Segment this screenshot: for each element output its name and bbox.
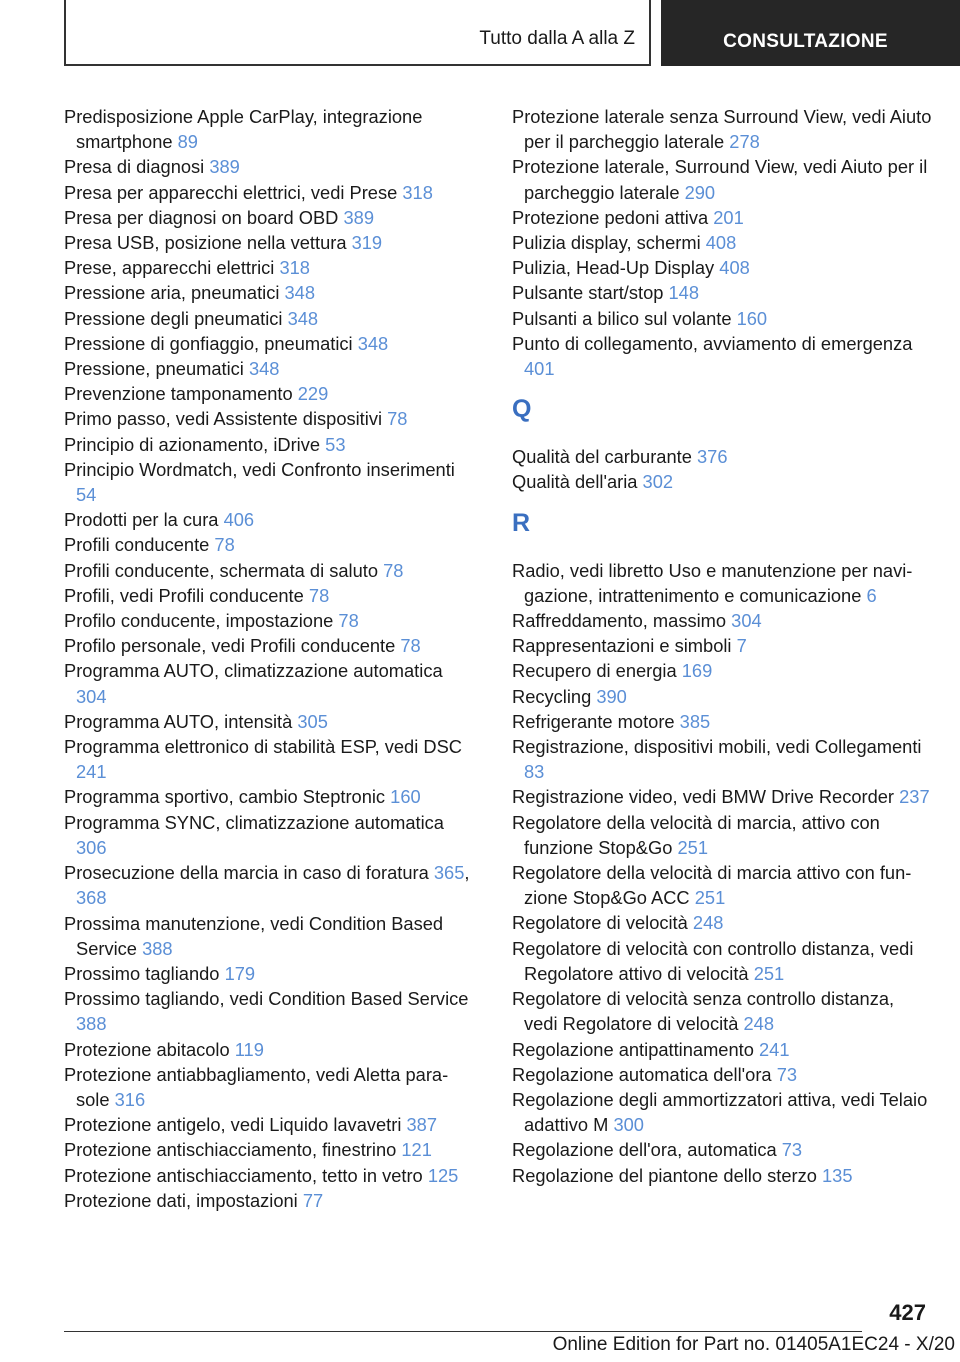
page-reference-link[interactable]: 148	[668, 282, 700, 304]
index-entry-term: Refrigerante motore	[512, 710, 675, 732]
section-title: Tutto dalla A alla Z	[479, 28, 635, 49]
index-entry-term: Regolazione del piantone dello sterzo	[512, 1164, 817, 1186]
index-entry	[64, 658, 474, 708]
index-entry	[512, 784, 932, 809]
index-entry-term: Recycling	[512, 685, 592, 707]
page-reference-link[interactable]: 89	[177, 131, 198, 153]
index-entry-term: Profilo conducente, impostazione	[64, 610, 334, 632]
index-entry	[512, 1137, 932, 1162]
index-entry	[64, 306, 474, 331]
page-reference-link[interactable]: 306	[76, 836, 107, 858]
index-entry-term: Profili, vedi Profili conducente	[64, 584, 304, 606]
page-reference-link[interactable]: 376	[696, 446, 728, 468]
index-entry	[64, 205, 474, 230]
index-entry	[512, 280, 932, 305]
index-entry	[512, 154, 932, 204]
letter-heading-r: R	[512, 508, 531, 537]
index-entry-term: Protezione antiabbagliamento, vedi Aletta parasole	[64, 1063, 449, 1110]
index-entry	[512, 633, 932, 658]
page-reference-link[interactable]: 83	[524, 761, 545, 783]
index-entry-term: Prosecuzione della marcia in caso di foratura	[64, 862, 429, 884]
page-number: 427	[889, 1300, 926, 1325]
page-reference-link[interactable]: 6	[866, 584, 877, 606]
index-entry	[64, 1163, 474, 1188]
index-entry	[512, 255, 932, 280]
index-entry	[64, 356, 474, 381]
index-entry	[512, 658, 932, 683]
index-entry	[512, 1087, 932, 1137]
index-group-p	[512, 104, 932, 381]
index-entry-term: Pulizia display, schermi	[512, 232, 701, 254]
index-entry-term: Programma AUTO, intensità	[64, 710, 293, 732]
index-entry	[512, 205, 932, 230]
index-entry-term: Pulsanti a bilico sul volante	[512, 307, 732, 329]
index-column-right	[512, 104, 932, 1188]
page-reference-link[interactable]: 179	[224, 962, 256, 984]
index-entry-term: Protezione pedoni attiva	[512, 206, 709, 228]
page-reference-link[interactable]: 368	[76, 887, 107, 909]
index-entry	[64, 734, 474, 784]
index-entry-term: Protezione antischiacciamento, finestrino	[64, 1139, 397, 1161]
page-reference-link[interactable]: 248	[743, 1013, 775, 1035]
index-entry-term: Regolatore di velocità con controllo distanza, vedi Regolatore attivo di velocità	[512, 937, 914, 984]
index-entry-term: Qualità dell'aria	[512, 471, 638, 493]
index-entry-term: Punto di collegamento, avviamento di emergenza	[512, 332, 913, 354]
index-entry-term: Qualità del carburante	[512, 446, 692, 468]
page-reference-link[interactable]: 78	[383, 559, 404, 581]
index-entry-term: Prevenzione tamponamento	[64, 383, 293, 405]
footer-edition: Online Edition for Part no. 01405A1EC24 - X/20	[552, 1334, 955, 1355]
index-entry	[512, 734, 932, 784]
index-entry-term: Prossima manutenzione, vedi Condition Based Service	[64, 912, 444, 959]
index-entry-term: Regolatore della velocità di marcia attivo con funzione Stop&Go ACC	[512, 862, 912, 909]
index-entry	[512, 469, 932, 494]
page-reference-link[interactable]: 304	[731, 610, 762, 632]
index-entry	[64, 1188, 474, 1213]
index-entry-term: Prese, apparecchi elettrici	[64, 257, 275, 279]
index-column-left	[64, 104, 474, 1213]
index-entry	[64, 432, 474, 457]
footer-divider	[64, 1331, 862, 1332]
page-reference-link[interactable]: 251	[694, 887, 726, 909]
page-reference-link[interactable]: 201	[713, 206, 744, 228]
page-reference-link[interactable]: 387	[406, 1114, 438, 1136]
index-entry-term: Regolazione automatica dell'ora	[512, 1063, 772, 1085]
index-entry	[64, 381, 474, 406]
page-reference-link[interactable]: 248	[692, 912, 724, 934]
page-reference-link[interactable]: 348	[287, 307, 319, 329]
index-entry-term: Predisposizione Apple CarPlay, integrazione smartphone	[64, 106, 423, 153]
index-entry	[512, 1062, 932, 1087]
index-entry-term: Protezione antigelo, vedi Liquido lavavetri	[64, 1114, 402, 1136]
index-entry	[512, 709, 932, 734]
page-reference-link[interactable]: 319	[351, 232, 383, 254]
page-reference-link[interactable]: 385	[679, 710, 711, 732]
index-entry	[512, 104, 932, 154]
page-reference-link[interactable]: 54	[76, 484, 97, 506]
page-reference-link[interactable]: 119	[234, 1038, 264, 1060]
page-reference-link[interactable]: 278	[729, 131, 760, 153]
index-entry	[64, 1137, 474, 1162]
page-reference-link[interactable]: 302	[642, 471, 674, 493]
index-entry	[64, 558, 474, 583]
page-reference-link[interactable]: 304	[76, 685, 107, 707]
index-group-q	[512, 444, 932, 494]
page-reference-link[interactable]: 388	[142, 937, 173, 959]
index-entry-term: Pulizia, Head-Up Display	[512, 257, 715, 279]
page-reference-link[interactable]: 305	[297, 710, 328, 732]
index-entry-term: Protezione abitacolo	[64, 1038, 230, 1060]
page-reference-link[interactable]: 73	[776, 1063, 798, 1085]
index-entry	[512, 230, 932, 255]
page-reference-link[interactable]: 135	[822, 1164, 853, 1186]
index-entry	[64, 608, 474, 633]
index-entry-term: Programma AUTO, climatizzazione automatica	[64, 660, 443, 682]
index-entry-term: Registrazione, dispositivi mobili, vedi Collegamenti	[512, 736, 922, 758]
page-reference-link[interactable]: 318	[279, 257, 310, 279]
index-entry-term: Profili conducente, schermata di saluto	[64, 559, 378, 581]
index-entry-term: Protezione laterale senza Surround View, vedi Aiuto per il parcheggio laterale	[512, 106, 932, 153]
page-reference-link[interactable]: 169	[681, 660, 713, 682]
page-reference-link[interactable]: 73	[781, 1139, 803, 1161]
index-entry	[64, 255, 474, 280]
chapter-tab[interactable]	[661, 0, 960, 66]
page-reference-link[interactable]: 389	[209, 156, 240, 178]
page-reference-link[interactable]: 160	[390, 786, 421, 808]
index-entry-term: Recupero di energia	[512, 660, 677, 682]
index-entry	[64, 1112, 474, 1137]
page-reference-link[interactable]: 237	[899, 786, 930, 808]
page-reference-link[interactable]: 125	[427, 1164, 459, 1186]
index-entry-term: Pressione aria, pneumatici	[64, 282, 280, 304]
index-entry-term: Rappresentazioni e simboli	[512, 635, 732, 657]
index-entry-term: Protezione dati, impostazioni	[64, 1189, 298, 1211]
index-entry	[512, 306, 932, 331]
index-entry-term: Principio di azionamento, iDrive	[64, 433, 321, 455]
index-entry	[64, 280, 474, 305]
page-reference-link[interactable]: 251	[753, 962, 785, 984]
index-entry	[64, 911, 474, 961]
page-reference-link[interactable]: 53	[325, 433, 346, 455]
index-entry-term: Presa USB, posizione nella vettura	[64, 232, 347, 254]
page-reference-link[interactable]: 241	[758, 1038, 790, 1060]
index-entry-term: Programma SYNC, climatizzazione automatica	[64, 811, 444, 833]
index-entry	[64, 1037, 474, 1062]
letter-heading-q: Q	[512, 395, 532, 424]
page-reference-link[interactable]: 251	[677, 836, 708, 858]
page-reference-link[interactable]: 388	[76, 1013, 107, 1035]
index-entry	[64, 180, 474, 205]
index-entry	[512, 860, 932, 910]
index-entry-term: Programma sportivo, cambio Steptronic	[64, 786, 386, 808]
index-entry	[64, 709, 474, 734]
page-reference-link[interactable]: 401	[524, 358, 555, 380]
index-entry-term: Raffreddamento, massimo	[512, 610, 727, 632]
page-reference-link[interactable]: 7	[736, 635, 747, 657]
index-entry	[512, 810, 932, 860]
index-entry-term: Regolazione degli ammortizzatori attiva, vedi Telaio adattivo M	[512, 1088, 928, 1136]
index-entry-term: Registrazione video, vedi BMW Drive Recorder	[512, 786, 895, 808]
index-entry	[512, 608, 932, 633]
page-reference-link[interactable]: 78	[400, 635, 421, 657]
index-entry-term: Pressione degli pneumatici	[64, 307, 283, 329]
index-entry-term: Regolazione dell'ora, automatica	[512, 1139, 777, 1161]
page-reference-link[interactable]: 78	[214, 534, 235, 556]
index-entry-term: Protezione antischiacciamento, tetto in vetro	[64, 1164, 423, 1186]
index-entry	[64, 633, 474, 658]
index-entry	[512, 558, 932, 608]
page-reference-link[interactable]: 78	[387, 408, 408, 430]
index-entry	[64, 532, 474, 557]
page-reference-link[interactable]: 78	[308, 584, 330, 606]
page-reference-link[interactable]: 390	[596, 685, 627, 707]
page-reference-link[interactable]: 77	[302, 1189, 324, 1211]
index-entry-term: Presa per apparecchi elettrici, vedi Prese	[64, 181, 398, 203]
index-entry	[512, 1163, 932, 1188]
index-entry	[64, 331, 474, 356]
index-entry-term: Radio, vedi libretto Uso e manutenzione per navigazione, intrattenimento e comunicazione	[512, 559, 913, 606]
page-reference-link[interactable]: 78	[338, 610, 359, 632]
page-reference-link[interactable]: 408	[705, 232, 737, 254]
index-entry	[512, 444, 932, 469]
index-entry	[64, 810, 474, 860]
page-reference-link[interactable]: 318	[402, 181, 433, 203]
chapter-tab-label: CONSULTAZIONE	[723, 31, 888, 52]
page-reference-link[interactable]: 300	[613, 1114, 644, 1136]
index-entry-term: Regolatore di velocità	[512, 912, 688, 934]
page-reference-link[interactable]: 316	[114, 1088, 146, 1110]
index-entry	[64, 230, 474, 255]
index-entry-term: Presa per diagnosi on board OBD	[64, 206, 339, 228]
page-reference-link[interactable]: 241	[76, 761, 107, 783]
header-frame	[64, 0, 651, 66]
index-entry: Prosecuzione della marcia in caso di foratura 365, 368	[64, 862, 470, 909]
index-entry-term: Profili conducente	[64, 534, 210, 556]
index-entry-term: Presa di diagnosi	[64, 156, 205, 178]
index-entry-term: Primo passo, vedi Assistente dispositivi	[64, 408, 383, 430]
index-entry	[64, 784, 474, 809]
index-entry	[64, 457, 474, 507]
index-entry	[64, 961, 474, 986]
index-entry	[512, 936, 932, 986]
index-entry	[64, 154, 474, 179]
index-entry-term: Regolatore di velocità senza controllo distanza, vedi Regolatore di velocità	[512, 988, 895, 1035]
page-reference-link[interactable]: 121	[401, 1139, 432, 1161]
index-entry	[64, 986, 474, 1036]
page-reference-link[interactable]: 290	[684, 181, 716, 203]
page-reference-link[interactable]: 229	[297, 383, 329, 405]
index-entry	[512, 331, 932, 381]
index-entry-term: Pulsante start/stop	[512, 282, 664, 304]
page-reference-link[interactable]: 348	[357, 332, 389, 354]
page-reference-link[interactable]: 160	[736, 307, 768, 329]
index-entry-term: Prodotti per la cura	[64, 509, 219, 531]
page-reference-link[interactable]: 406	[223, 509, 255, 531]
page-reference-link[interactable]: 408	[719, 257, 750, 279]
index-entry-term: Prossimo tagliando	[64, 962, 220, 984]
index-entry	[512, 684, 932, 709]
index-entry-term: Profilo personale, vedi Profili conducente	[64, 635, 396, 657]
index-entry	[64, 406, 474, 431]
index-entry	[512, 986, 932, 1036]
index-entry	[512, 1037, 932, 1062]
index-entry-term: Protezione laterale, Surround View, vedi Aiuto per il parcheggio laterale	[512, 156, 928, 203]
index-group-r	[512, 558, 932, 1188]
page-reference-link[interactable]: 389	[343, 206, 374, 228]
index-entry-term: Prossimo tagliando, vedi Condition Based Service	[64, 988, 469, 1010]
page-reference-link[interactable]: 348	[248, 358, 280, 380]
index-entry-term: Regolazione antipattinamento	[512, 1038, 754, 1060]
index-entry	[64, 507, 474, 532]
index-entry-term: Regolatore della velocità di marcia, attivo con funzione Stop&Go	[512, 811, 880, 858]
index-entry	[512, 910, 932, 935]
page-reference-link[interactable]: 365	[433, 862, 465, 884]
index-entry	[64, 1062, 474, 1112]
page-reference-link[interactable]: 348	[284, 282, 316, 304]
index-entry	[64, 104, 474, 154]
index-entry	[64, 583, 474, 608]
index-entry-term: Principio Wordmatch, vedi Confronto inserimenti	[64, 458, 455, 480]
index-entry-term: Pressione di gonfiaggio, pneumatici	[64, 332, 353, 354]
index-entry-term: Pressione, pneumatici	[64, 358, 244, 380]
index-entry-term: Programma elettronico di stabilità ESP, vedi DSC	[64, 736, 462, 758]
